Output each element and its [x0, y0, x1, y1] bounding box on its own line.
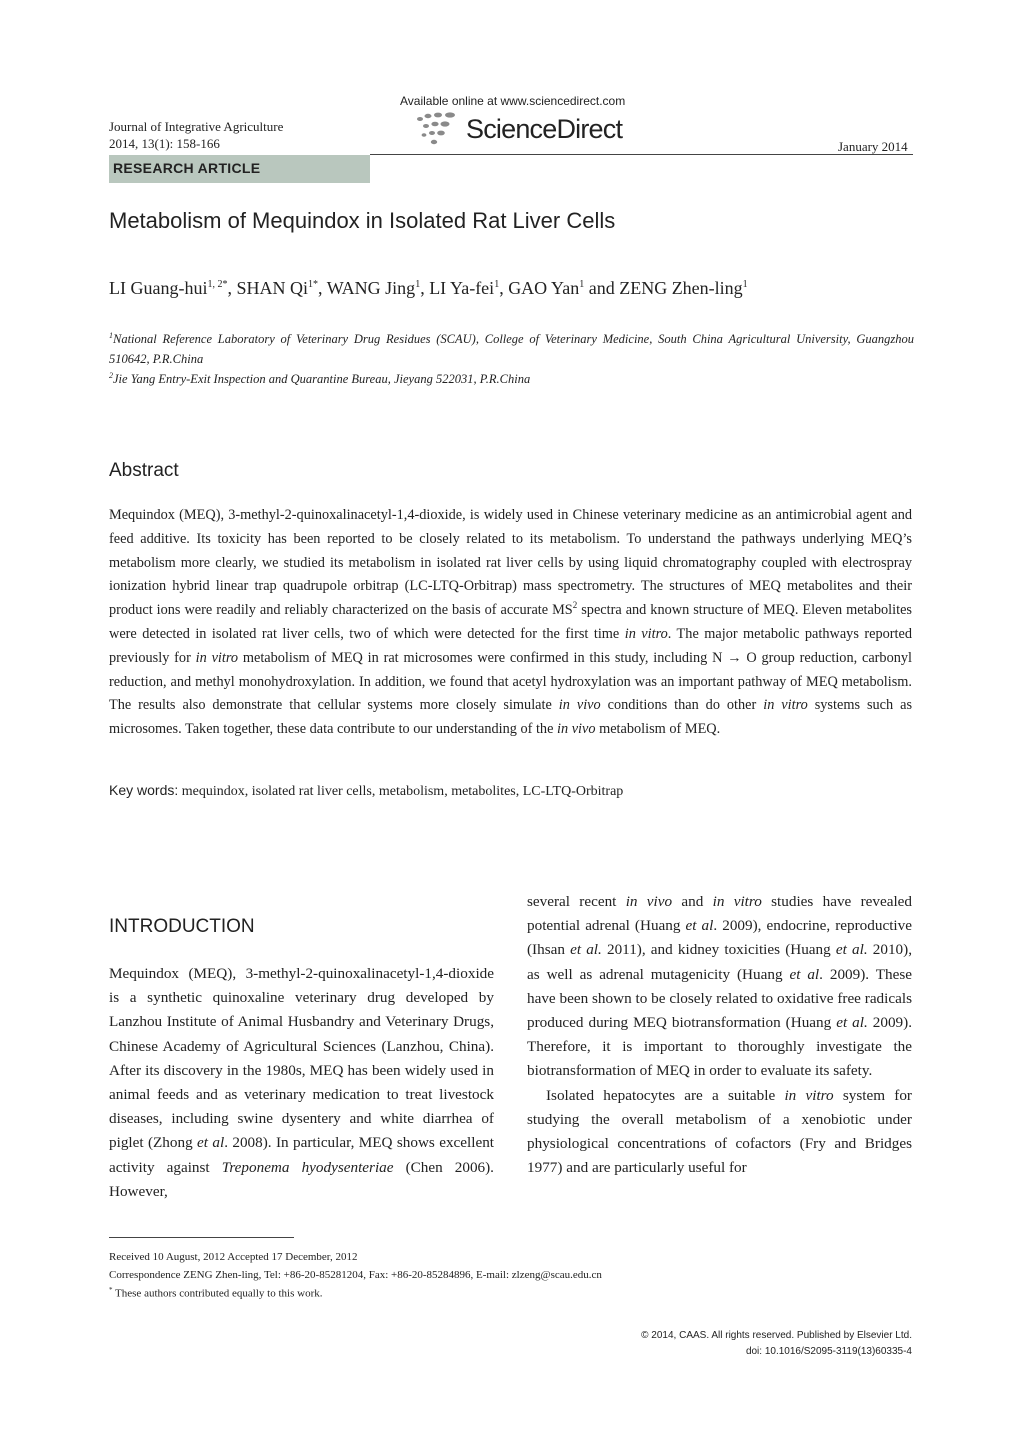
intro-italic: et al. [835, 941, 868, 959]
keywords-text: mequindox, isolated rat liver cells, metabolism, metabolites, LC-LTQ-Orbitrap [178, 784, 624, 799]
affiliation-text: Jie Yang Entry-Exit Inspection and Quarantine Bureau, Jieyang 522031, P.R.China [113, 372, 531, 387]
intro-italic: in vitro [712, 893, 762, 910]
author-affiliation-mark: 1 [494, 279, 500, 290]
author-affiliation-mark: 1 [579, 279, 585, 290]
affiliation-number: 2 [109, 371, 113, 380]
intro-segment: (Chen 2006). However, [109, 1158, 494, 1200]
intro-segment: 2010), as well as adrenal mutagenicity (Huang [527, 941, 913, 983]
intro-right-column [527, 890, 912, 1180]
abstract-segment: metabolism of MEQ. [595, 721, 721, 738]
author-name: ZENG Zhen-ling [619, 278, 743, 298]
header-divider [370, 154, 913, 155]
affiliation-text: National Reference Laboratory of Veterinary Drug Residues (SCAU), College of Veterinary Medicine, South China Agricultural University, Guangzhou 510642, P.R.China [109, 332, 914, 367]
intro-left-column [109, 962, 494, 1204]
intro-italic: et al [789, 965, 820, 983]
abstract-segment: . The major metabolic pathways reported previously for [109, 625, 912, 666]
available-online-text: Available online at www.sciencedirect.com [400, 94, 626, 108]
sciencedirect-wordmark: ScienceDirect [466, 114, 623, 144]
affiliation-2 [109, 366, 914, 389]
copyright-notice: © 2014, CAAS. All rights reserved. Published by Elsevier Ltd. [641, 1330, 912, 1341]
intro-segment: 2009). Therefore, it is important to thoroughly investigate the biotransformation of MEQ in order to evaluate its safety. [527, 1014, 912, 1080]
intro-segment: . 2008). In particular, MEQ shows excellent activity against [109, 1134, 495, 1176]
keywords-label: Key words: [109, 782, 179, 798]
abstract-italic: in vivo [557, 721, 596, 738]
intro-italic: et al. [570, 941, 602, 959]
author-separator: and [584, 278, 620, 298]
abstract-segment: metabolism of MEQ in rat microsomes were confirmed in this study, including N → O group reduction, carbonyl reduction, and methyl monohydroxylation. In addition, we found that acetyl hydroxylation was an important pathway of MEQ metabolism. The results also demonstrate that cellular systems more closely simulate [109, 649, 912, 714]
author-name: LI Ya-fei [429, 278, 495, 298]
intro-paragraph-2 [527, 1084, 912, 1181]
author-name: GAO Yan [508, 278, 580, 298]
intro-segment: system for studying the overall metabolism of a xenobiotic under physiological concentrations of cofactors (Fry and Bridges 1977) and are particularly useful for [527, 1086, 912, 1177]
intro-segment: several recent [527, 893, 626, 910]
intro-segment: . 2009), endocrine, reproductive (Ihsan [527, 917, 912, 959]
journal-info [109, 118, 283, 152]
intro-italic: et al [685, 917, 714, 935]
abstract-italic: in vivo [558, 697, 601, 714]
doi: doi: 10.1016/S2095-3119(13)60335-4 [745, 1346, 912, 1357]
keywords [109, 782, 623, 800]
footnote-mark: * [109, 1286, 113, 1294]
author-name: SHAN Qi [236, 278, 308, 298]
intro-italic: in vivo [625, 893, 673, 910]
intro-segment: 2011), and kidney toxicities (Huang [601, 941, 836, 959]
abstract-segment: Mequindox (MEQ), 3-methyl-2-quinoxalinacetyl-1,4-dioxide, is widely used in Chinese veterinary medicine as an antimicrobial agent and feed additive. Its toxicity has been reported to be closely related to its metabolism. To understand the pathways underlying MEQ’s metabolism more clearly, we studied its metabolism in isolated rat liver cells by using liquid chromatography coupled with electrospray ionization hybrid linear trap quadrupole orbitrap (LC-LTQ-Orbitrap) mass spectrometry. The structures of MEQ metabolites and their product ions were readily and reliably characterized on the basis of accurate MS [109, 507, 912, 619]
journal-citation: 2014, 13(1): 158-166 [109, 136, 220, 151]
abstract-segment: conditions than do other [600, 697, 764, 714]
author-separator: , [499, 278, 509, 298]
author-affiliation-mark: 1, 2* [207, 279, 228, 290]
issue-date: January 2014 [838, 139, 908, 154]
journal-name: Journal of Integrative Agriculture [109, 119, 284, 134]
introduction-heading: INTRODUCTION [109, 916, 255, 937]
intro-segment: Isolated hepatocytes are a suitable [546, 1086, 785, 1104]
abstract-italic: in vitro [763, 697, 808, 714]
intro-segment: and [672, 893, 713, 910]
author-name: LI Guang-hui [109, 278, 208, 298]
received-dates: Received 10 August, 2012 Accepted 17 December, 2012 [109, 1251, 358, 1263]
abstract-italic: in vitro [195, 649, 239, 666]
intro-italic: et al [197, 1134, 225, 1152]
author-separator: , [318, 278, 327, 298]
intro-italic: Treponema hyodysenteriae [221, 1158, 394, 1176]
abstract-heading: Abstract [109, 460, 179, 481]
author-affiliation-mark: 1 [415, 279, 421, 290]
intro-segment: studies have revealed potential adrenal (Huang [527, 893, 912, 935]
affiliation-1 [109, 326, 914, 369]
affiliation-number: 1 [109, 331, 113, 340]
author-affiliation-mark: 1 [742, 279, 748, 290]
ms-superscript: 2 [572, 600, 578, 611]
article-title: Metabolism of Mequindox in Isolated Rat Liver Cells [109, 208, 616, 233]
abstract-segment: spectra and known structure of MEQ. Eleven metabolites were detected in isolated rat liver cells, two of which were detected for the first time [109, 602, 912, 642]
intro-segment: . 2009). These have been shown to be closely related to oxidative free radicals produced during MEQ biotransformation (Huang [527, 965, 912, 1032]
abstract-segment: systems such as microsomes. Taken together, these data contribute to our understanding of the [109, 697, 913, 738]
intro-segment: Mequindox (MEQ), 3-methyl-2-quinoxalinacetyl-1,4-dioxide is a synthetic quinoxaline veterinary drug developed by Lanzhou Institute of Animal Husbandry and Veterinary Drugs, Chinese Academy of Agricultural Sciences (Lanzhou, China). After its discovery in the 1980s, MEQ has been widely used in animal feeds and as veterinary medication to treat livestock diseases, including swine dysentery and white diarrhea of piglet (Zhong [109, 965, 494, 1152]
footnote-divider [109, 1237, 294, 1238]
author-separator: , [420, 278, 430, 298]
abstract-italic: in vitro [624, 625, 668, 642]
article-type-badge [109, 155, 370, 183]
intro-italic: et al. [836, 1014, 868, 1032]
correspondence: Correspondence ZENG Zhen-ling, Tel: +86-20-85281204, Fax: +86-20-85284896, E-mail: zlzeng@scau.edu.cn [109, 1269, 602, 1281]
footnote-text: These authors contributed equally to this work. [112, 1287, 323, 1300]
intro-italic: in vitro [784, 1086, 834, 1104]
author-name: WANG Jing [326, 278, 416, 298]
article-type-label: RESEARCH ARTICLE [113, 160, 261, 176]
abstract-text [109, 504, 912, 742]
author-affiliation-mark: 1* [308, 279, 318, 290]
equal-contribution-note [109, 1286, 322, 1300]
author-separator: , [227, 278, 237, 298]
author-list [109, 278, 748, 299]
